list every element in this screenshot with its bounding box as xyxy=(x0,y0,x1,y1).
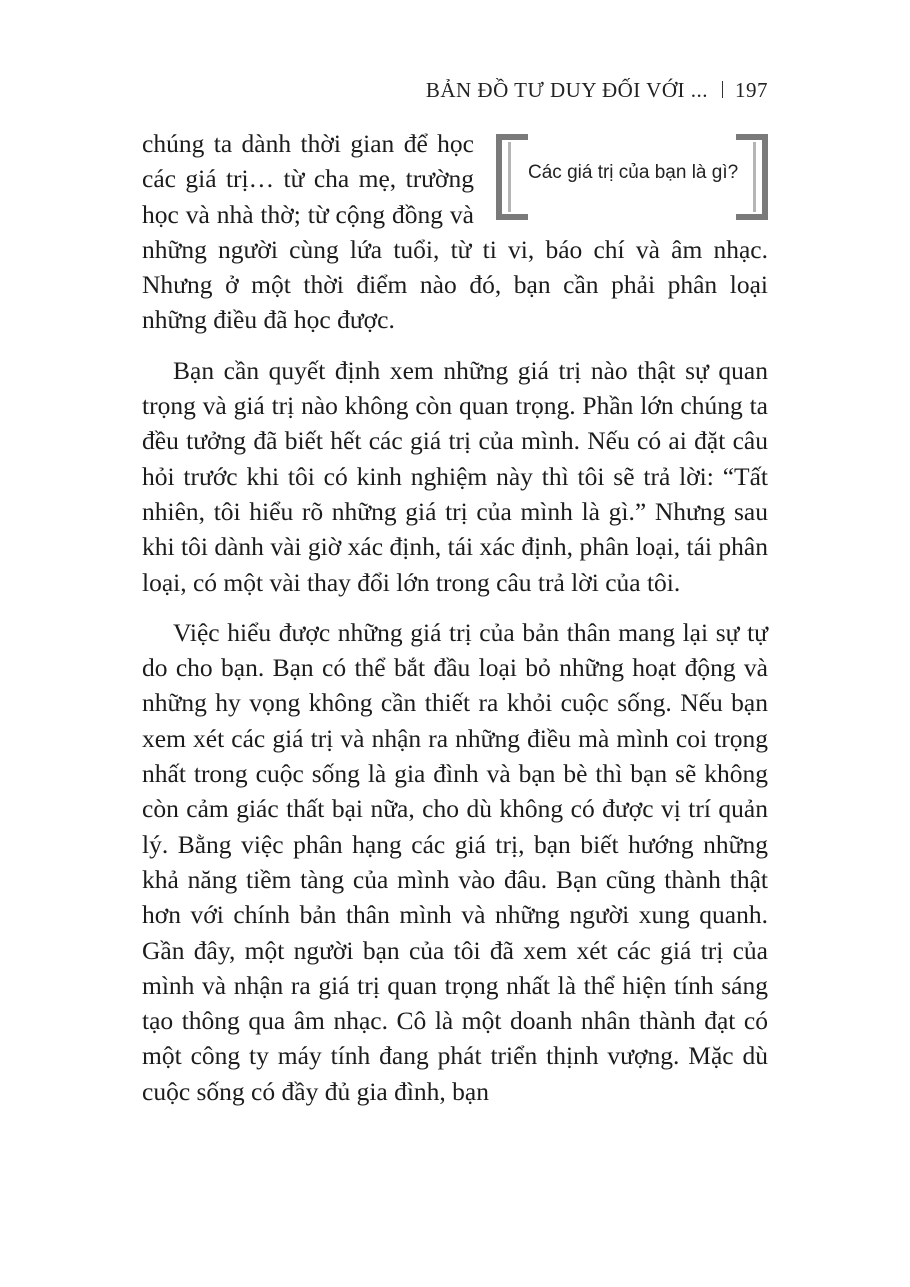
pull-quote-text: Các giá trị của bạn là gì? xyxy=(528,162,739,183)
left-bracket-icon xyxy=(496,134,528,220)
body-text xyxy=(142,126,768,1109)
page-number: 197 xyxy=(735,78,768,102)
paragraph-1: chúng ta dành thời gian để học các giá trị… từ cha mẹ, trường học và nhà thờ; từ cộng đồng và những người cùng lứa tuổi, từ ti vi, báo chí và âm nhạc. Nhưng ở một thời điểm nào đó, bạn cần phải phân loại những điều đã học được. xyxy=(142,129,768,335)
paragraph-2: Bạn cần quyết định xem những giá trị nào thật sự quan trọng và giá trị nào không còn quan trọng. Phần lớn chúng ta đều tưởng đã biết hết các giá trị của mình. Nếu có ai đặt câu hỏi trước khi tôi có kinh nghiệm này thì tôi sẽ trả lời: “Tất nhiên, tôi hiểu rõ những giá trị của mình là gì.” Nhưng sau khi tôi dành vài giờ xác định, tái xác định, phân loại, tái phân loại, có một vài thay đổi lớn trong câu trả lời của tôi. xyxy=(142,355,768,597)
pull-quote-box xyxy=(496,134,768,222)
chapter-title: BẢN ĐỒ TƯ DUY ĐỐI VỚI ... xyxy=(425,78,708,102)
header-separator xyxy=(722,81,723,98)
running-header xyxy=(426,78,768,103)
paragraph-3: Việc hiểu được những giá trị của bản thân mang lại sự tự do cho bạn. Bạn có thể bắt đầu loại bỏ những hoạt động và những hy vọng không cần thiết ra khỏi cuộc sống. Nếu bạn xem xét các giá trị và nhận ra những điều mà mình coi trọng nhất trong cuộc sống là gia đình và bạn bè thì bạn sẽ không còn cảm giác thất bại nữa, cho dù không có được vị trí quản lý. Bằng việc phân hạng các giá trị, bạn biết hướng những khả năng tiềm tàng của mình vào đâu. Bạn cũng thành thật hơn với chính bản thân mình và những người xung quanh. Gần đây, một người bạn của tôi đã xem xét các giá trị của mình và nhận ra giá trị quan trọng nhất là thể hiện tính sáng tạo thông qua âm nhạc. Cô là một doanh nhân thành đạt có một công ty máy tính đang phát triển thịnh vượng. Mặc dù cuộc sống có đầy đủ gia đình, bạn xyxy=(142,617,768,1106)
right-bracket-icon xyxy=(736,134,768,220)
